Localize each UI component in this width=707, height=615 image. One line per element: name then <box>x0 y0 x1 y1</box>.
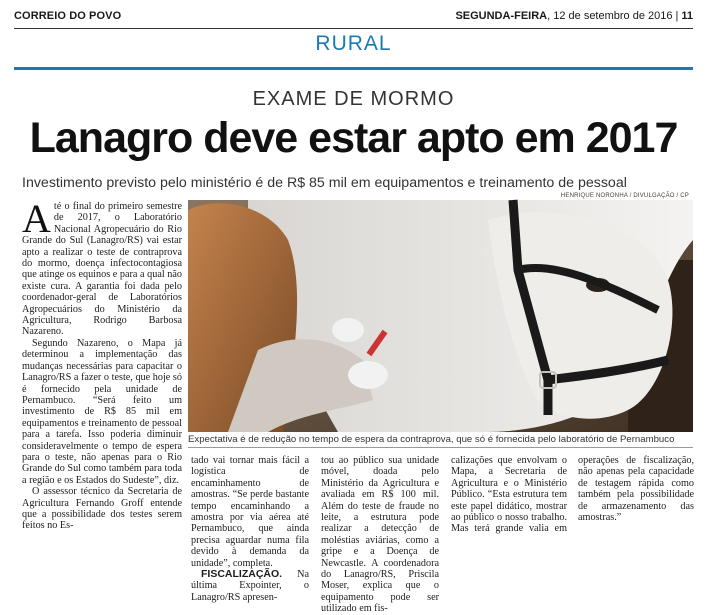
paragraph-text: té o final do primeiro semestre de 2017, o Laboratório Nacional Agropecuário do Rio Grande do Sul (Lanagro/RS) vai estar apto a realizar o teste de contraprova do mormo, doença infectocontagiosa que atinge os equinos e para a qual não existe cura. A garantia foi dada pelo coordenador-geral de Laboratórios Agropecuários do Ministério da Agricultura, Rodrigo Barbosa Nazareno. <box>22 201 182 338</box>
photo-illustration <box>188 200 693 432</box>
masthead-rule <box>14 28 693 29</box>
paragraph: tado vai tornar mais fácil a logística de encaminhamento de amostras. “Se perde bastante tempo encaminhando a amostra por via aérea até Pernambuco, que ainda precisa aguardar numa fila devido à demanda da unidade”, completa. <box>191 455 309 569</box>
photo-credit: HENRIQUE NORONHA / DIVULGAÇÃO / CP <box>560 193 689 199</box>
date: 12 de setembro de 2016 <box>553 10 673 22</box>
photo-caption: Expectativa é de redução no tempo de espera da contraprova, que só é fornecida pelo laboratório de Pernambuco <box>188 434 675 445</box>
subtitle-label: FISCALIZAÇÃO. <box>201 568 283 581</box>
article-kicker: EXAME DE MORMO <box>252 88 455 110</box>
article-photo <box>188 200 693 432</box>
paragraph: tou ao público sua unidade móvel, doada pelo Ministério da Agricultura e avaliada em R$ 100 mil. Além do teste de fraude no leite, a estrutura pode realizar a detecção de moléstias aviárias, como a gripe e a Doença de Newcastle. A coordenadora do Lanagro/RS, Priscila Moser, explica que o equipamento pode ser utilizado em fis- <box>321 455 439 615</box>
masthead <box>14 10 693 26</box>
drop-cap: A <box>22 196 51 241</box>
article-column-4 <box>451 455 694 535</box>
paragraph <box>22 196 182 338</box>
article-column-2 <box>191 455 309 603</box>
article-subhead: Investimento previsto pelo ministério é de R$ 85 mil em equipamentos e treinamento de pessoal <box>22 175 627 191</box>
paragraph: O assessor técnico da Secretaria de Agricultura Fernando Groff entende que a possibilidade dos testes serem feitos no Es- <box>22 486 182 532</box>
paragraph-text: Na última Expointer, o Lanagro/RS apresen- <box>191 569 309 603</box>
section-title: RURAL <box>315 32 392 55</box>
article-headline: Lanagro deve estar apto em 2017 <box>29 114 678 162</box>
paragraph <box>191 569 309 603</box>
page-number: 11 <box>681 10 693 22</box>
weekday: SEGUNDA-FEIRA <box>455 10 548 22</box>
caption-rule <box>188 447 693 448</box>
article-column-3 <box>321 455 439 615</box>
paper-name: CORREIO DO POVO <box>14 10 122 22</box>
paragraph: Segundo Nazareno, o Mapa já determinou a implementação das mudanças necessárias para capacitar o Lanagro/RS a fazer o teste, que hoje só é fornecido pela unidade de Pernambuco. “Será feito um investimento de R$ 85 mil em equipamentos e treinamento de pessoal para a tarefa. Isso poderia diminuir consideravelmente o tempo de espera para o teste, não apenas para o Rio Grande do Sul como também para toda a região e os Estados do Sudeste”, diz. <box>22 337 182 486</box>
article-column-1 <box>22 196 182 532</box>
date-line: SEGUNDA-FEIRA, 12 de setembro de 2016 | 11 <box>455 10 693 22</box>
section-bar <box>14 67 693 70</box>
paragraph: calizações que envolvam o Mapa, a Secretaria de Agricultura e o Ministério Público. “Esta estrutura tem este papel didático, mostrar ao público o nosso trabalho. Mas terá grande valia em operações de fiscalização, não apenas pela capacidade de testagem rápida como também pela possibilidade de armazenamento das amostras.” <box>451 455 694 535</box>
